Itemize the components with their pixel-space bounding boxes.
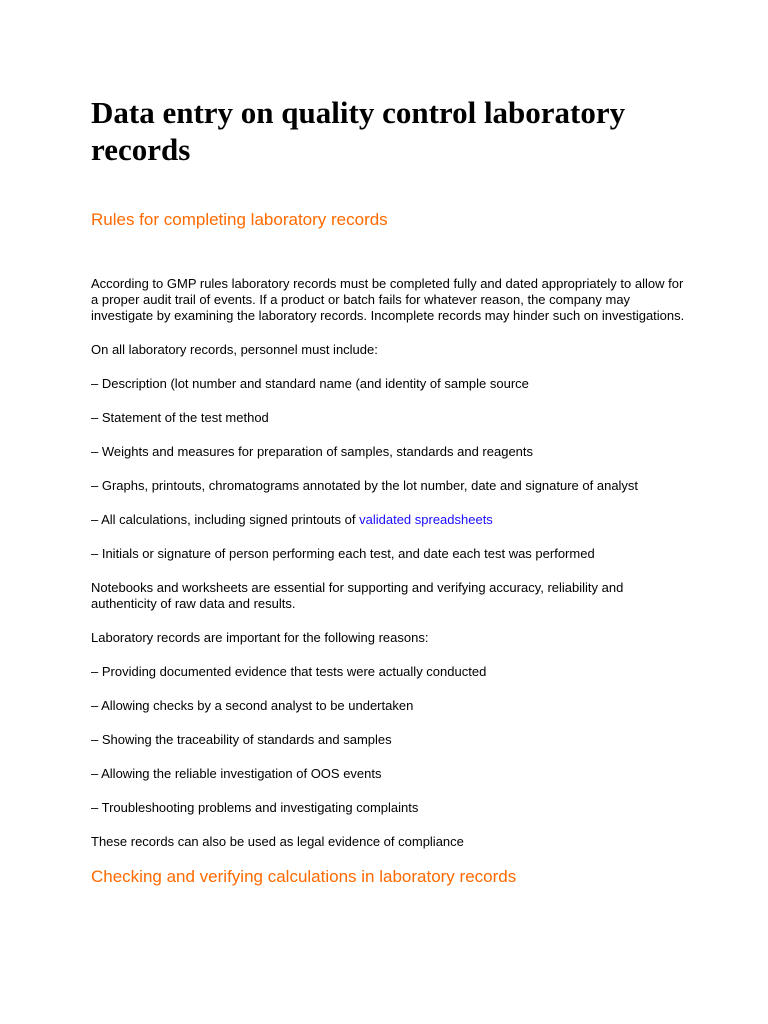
- list-item: – Allowing checks by a second analyst to be undertaken: [91, 698, 414, 713]
- list-item: – Weights and measures for preparation of samples, standards and reagents: [91, 444, 534, 459]
- reasons-intro: Laboratory records are important for the following reasons:: [91, 630, 429, 645]
- section-heading-checking: Checking and verifying calculations in laboratory records: [91, 867, 517, 886]
- document-body: [91, 94, 691, 887]
- notebooks-paragraph: Notebooks and worksheets are essential for supporting and verifying accuracy, reliability and authenticity of raw data and results.: [91, 580, 624, 611]
- list-item-calculations: [91, 512, 691, 528]
- document-title: Data entry on quality control laboratory records: [91, 95, 626, 167]
- list-item: – Allowing the reliable investigation of OOS events: [91, 766, 382, 781]
- intro-paragraph: According to GMP rules laboratory records must be completed fully and dated appropriately to allow for a proper audit trail of events. If a product or batch fails for whatever reason, the company may investigate by examining the laboratory records. Incomplete records may hinder such on investigations.: [91, 276, 685, 323]
- list-item: – Showing the traceability of standards and samples: [91, 732, 392, 747]
- validated-spreadsheets-link[interactable]: validated spreadsheets: [359, 512, 493, 527]
- include-intro: On all laboratory records, personnel must include:: [91, 342, 378, 357]
- list-item: – Description (lot number and standard name (and identity of sample source: [91, 376, 529, 391]
- list-item: – Providing documented evidence that tests were actually conducted: [91, 664, 487, 679]
- list-item-text: – All calculations, including signed printouts of: [91, 512, 360, 527]
- list-item: – Graphs, printouts, chromatograms annotated by the lot number, date and signature of analyst: [91, 478, 639, 493]
- list-item: – Statement of the test method: [91, 410, 269, 425]
- legal-paragraph: These records can also be used as legal evidence of compliance: [91, 834, 464, 849]
- list-item: – Troubleshooting problems and investigating complaints: [91, 800, 419, 815]
- list-item: – Initials or signature of person performing each test, and date each test was performed: [91, 546, 595, 561]
- section-heading-rules: Rules for completing laboratory records: [91, 210, 388, 229]
